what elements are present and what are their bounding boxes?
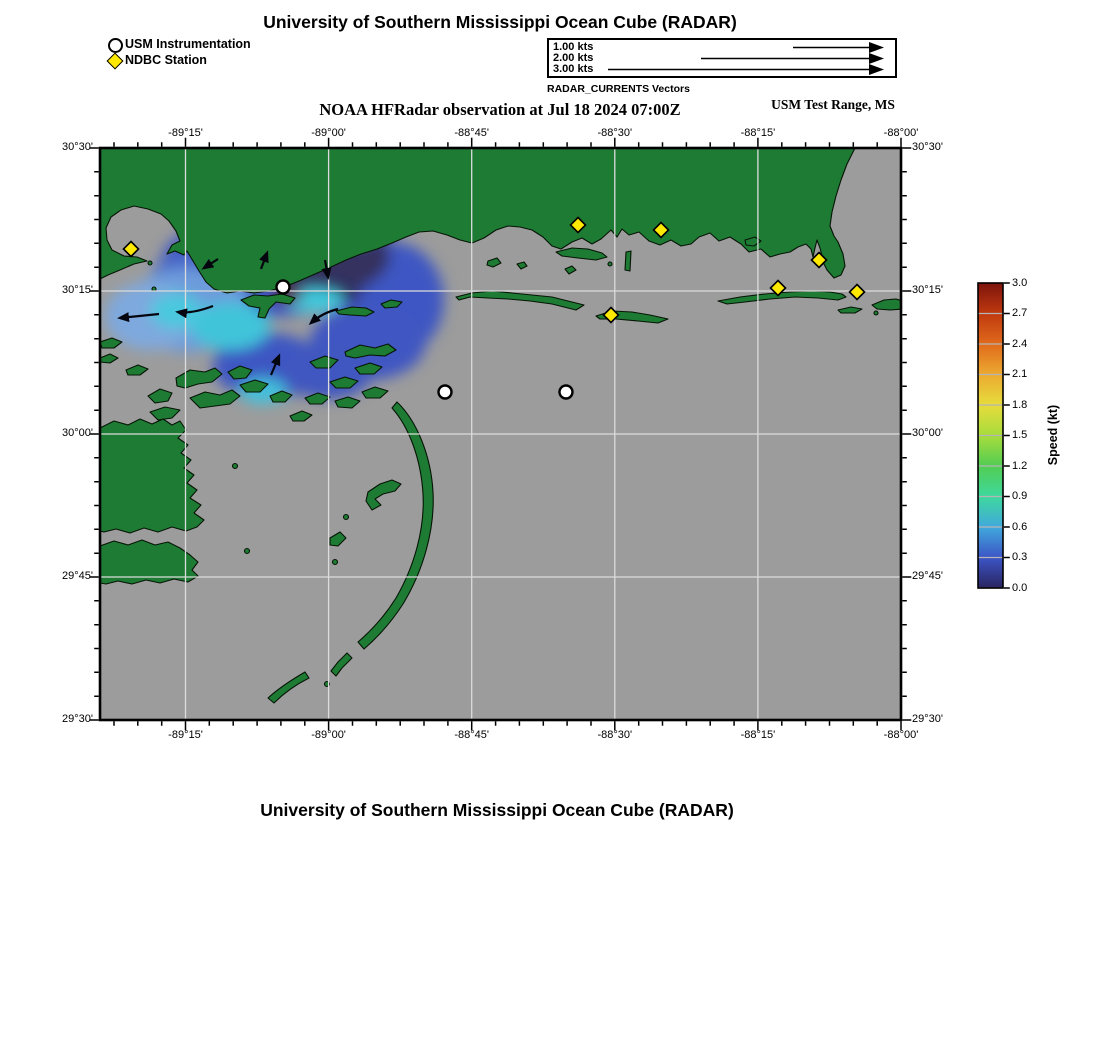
x-tick-label-top: -88°30' (597, 127, 633, 139)
x-tick-label-top: -89°15' (168, 127, 203, 139)
colorbar-axis-label: Speed (kt) (1046, 404, 1060, 466)
legend-ndbc-label: NDBC Station (125, 53, 207, 67)
colorbar-tick-label: 3.0 (1012, 276, 1028, 289)
y-tick-label-right: 29°30' (912, 713, 943, 725)
colorbar-tick-label: 0.3 (1012, 551, 1028, 563)
x-tick-label-bottom: -88°15' (740, 729, 776, 741)
x-tick-label-bottom: -88°30' (597, 729, 633, 741)
footer-title: University of Southern Mississippi Ocean Cube (RADAR) (260, 800, 734, 820)
colorbar-tick-label: 1.5 (1012, 429, 1028, 441)
test-range-label: USM Test Range, MS (771, 97, 895, 112)
y-tick-label-left: 30°30' (62, 141, 93, 153)
x-tick-label-top: -89°00' (311, 127, 346, 139)
colorbar-ticks (1004, 283, 1010, 588)
colorbar-tick-label: 0.6 (1012, 520, 1028, 533)
colorbar-tick-label: 1.8 (1012, 398, 1028, 411)
usm-instrument-marker (439, 386, 452, 399)
y-tick-label-left: 30°00' (62, 427, 93, 439)
y-tick-label-left: 30°15' (62, 284, 93, 296)
vector-scale-1kt: 1.00 kts (553, 41, 594, 53)
y-tick-label-left: 29°30' (62, 713, 93, 725)
x-tick-label-bottom: -89°00' (311, 729, 346, 741)
legend-usm-label: USM Instrumentation (125, 37, 251, 51)
vector-scale-caption: RADAR_CURRENTS Vectors (547, 83, 690, 95)
usm-instrument-marker (560, 386, 573, 399)
x-tick-label-bottom: -88°00' (883, 729, 919, 741)
colorbar-tick-label: 2.7 (1012, 307, 1028, 319)
vector-scale-3kt: 3.00 kts (553, 63, 594, 75)
colorbar (978, 283, 1010, 588)
colorbar-tick-label: 0.0 (1012, 581, 1028, 594)
y-tick-label-left: 29°45' (62, 570, 93, 582)
y-tick-label-right: 30°30' (912, 141, 943, 153)
colorbar-tick-label: 2.1 (1012, 368, 1028, 380)
x-tick-label-bottom: -88°45' (454, 729, 490, 741)
x-tick-label-bottom: -89°15' (168, 729, 203, 741)
usm-instrument-marker (277, 281, 290, 294)
page-title: University of Southern Mississippi Ocean Cube (RADAR) (263, 12, 737, 32)
colorbar-tick-label: 1.2 (1012, 459, 1028, 472)
vector-scale-2kt: 2.00 kts (553, 52, 594, 64)
y-tick-label-right: 29°45' (912, 570, 943, 582)
colorbar-tick-label: 0.9 (1012, 490, 1028, 502)
x-tick-label-top: -88°45' (454, 127, 490, 139)
colorbar-tick-label: 2.4 (1012, 337, 1028, 350)
y-tick-label-right: 30°00' (912, 427, 943, 439)
y-tick-label-right: 30°15' (912, 284, 943, 296)
observation-subtitle: NOAA HFRadar observation at Jul 18 2024 07:00Z (319, 100, 681, 119)
x-tick-label-top: -88°00' (883, 127, 919, 139)
x-tick-label-top: -88°15' (740, 127, 776, 139)
